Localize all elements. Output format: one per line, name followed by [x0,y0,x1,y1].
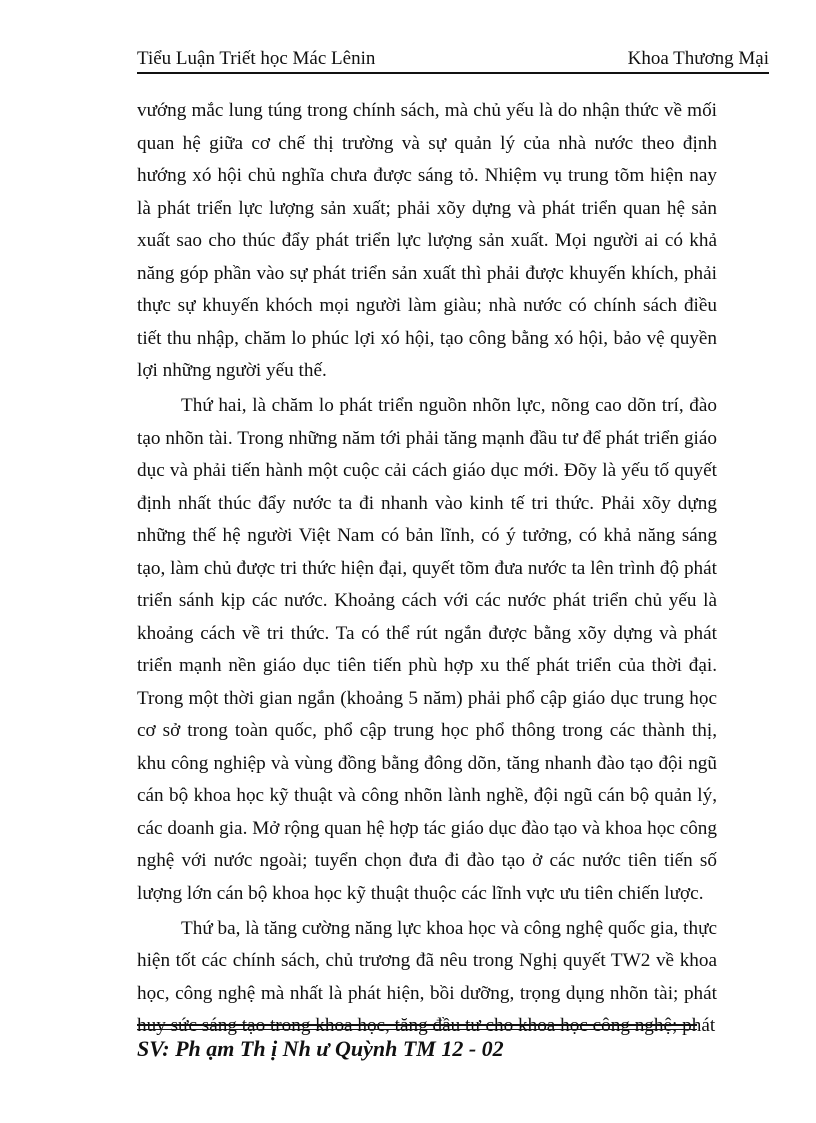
footer-divider-thin [137,1029,697,1030]
paragraph-continuation: vướng mắc lung túng trong chính sách, mà chủ yếu là do nhận thức về mối quan hệ giữa cơ chế thị trường và sự quản lý của nhà nước theo định hướng xó hội chủ nghĩa chưa được sáng tỏ. Nhiệm vụ trung tõm hiện nay là phát triển lực lượng sản xuất; phải xõy dựng và phát triển quan hệ sản xuất sao cho thúc đẩy phát triển lực lượng sản xuất. Mọi người ai có khả năng góp phần vào sự phát triển sản xuất thì phải được khuyến khích, phải thực sự khuyến khóch mọi người làm giàu; nhà nước có chính sách điều tiết thu nhập, chăm lo phúc lợi xó hội, tạo công bằng xó hội, bảo vệ quyền lợi những người yếu thế. [137,100,717,381]
header-divider [137,72,769,74]
footer-divider [137,1024,697,1026]
paragraph-second-point: Thứ hai, là chăm lo phát triển nguồn nhõn lực, nõng cao dõn trí, đào tạo nhõn tài. Trong những năm tới phải tăng mạnh đầu tư để phát triển giáo dục và phải tiến hành một cuộc cải cách giáo dục mới. Đõy là yếu tố quyết định nhất thúc đẩy nước ta đi nhanh vào kinh tế tri thức. Phải xõy dựng những thế hệ người Việt Nam có bản lĩnh, có ý tưởng, có khả năng sáng tạo, làm chủ được tri thức hiện đại, quyết tõm đưa nước ta lên trình độ phát triển sánh kịp các nước. Khoảng cách với các nước phát triển chủ yếu là khoảng cách về tri thức. Ta có thể rút ngắn được bằng xõy dựng và phát triển mạnh nền giáo dục tiên tiến phù hợp xu thế phát triển của thời đại. Trong một thời gian ngắn (khoảng 5 năm) phải phổ cập giáo dục trung học cơ sở trong toàn quốc, phổ cập trung học phổ thông trong các thành thị, khu công nghiệp và vùng đồng bằng đông dõn, tăng nhanh đào tạo đội ngũ cán bộ khoa học kỹ thuật và công nhõn lành nghề, đội ngũ cán bộ quản lý, các doanh gia. Mở rộng quan hệ hợp tác giáo dục đào tạo và khoa học công nghệ với nước ngoài; tuyển chọn đưa đi đào tạo ở các nước tiên tiến số lượng lớn cán bộ khoa học kỹ thuật thuộc các lĩnh vực ưu tiên chiến lược. [137,395,717,904]
paragraph-third-point: Thứ ba, là tăng cường năng lực khoa học và công nghệ quốc gia, thực hiện tốt các chính sách, chủ trương đã nêu trong Nghị quyết TW2 về khoa học, công nghệ mà nhất là phát hiện, bồi dưỡng, trọng dụng nhõn tài; phát huy sức sáng tạo trong khoa học, tăng đầu tư cho khoa học công nghệ; phát [137,917,717,1036]
page-header [137,46,769,72]
document-body [137,95,717,1045]
footer-student-name: SV: Ph ạm Th ị Nh ư Quỳnh TM 12 - 02 [137,1036,504,1061]
header-document-title: Tiểu Luận Triết học Mác Lênin [137,48,376,69]
header-faculty: Khoa Thương Mại [627,48,769,69]
